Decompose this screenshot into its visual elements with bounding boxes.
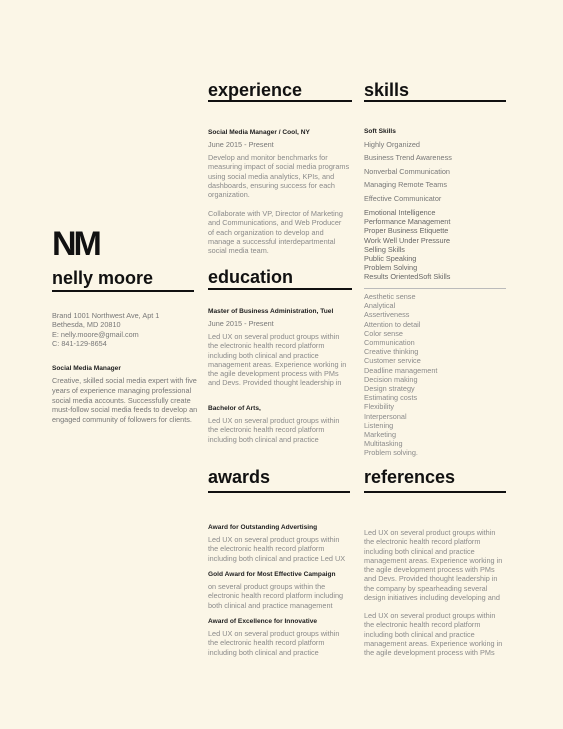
award-3-description <box>208 629 358 657</box>
skill-item: Business Trend Awareness <box>364 153 452 162</box>
skill-item: Color sense <box>364 328 403 338</box>
text-line: the electronic health record platform <box>208 544 325 554</box>
text-line: the electronic health record platform <box>208 341 325 351</box>
text-line: including both clinical and practice <box>208 647 319 657</box>
monogram-logo: NM <box>52 225 99 263</box>
skill-item: Effective Communicator <box>364 194 442 203</box>
skills-group-1 <box>364 208 450 282</box>
education-heading: education <box>208 267 294 287</box>
skills-group-divider <box>364 288 506 289</box>
text-line: manage a successful interdepartmental <box>208 236 336 246</box>
skill-item: Assertiveness <box>364 310 410 320</box>
skill-item: Selling Skills <box>364 244 405 254</box>
text-line: organization. <box>208 190 250 200</box>
skill-item: Interpersonal <box>364 411 407 421</box>
text-line: dashboards, ensuring success for each <box>208 180 335 190</box>
award-2-title: Gold Award for Most Effective Campaign <box>208 571 336 578</box>
skill-item: Decision making <box>364 374 418 384</box>
skill-item: Work Well Under Pressure <box>364 235 451 245</box>
skills-heading: skills <box>364 80 410 100</box>
text-line: including both clinical and practice Led UX <box>208 553 346 563</box>
name-divider <box>52 290 194 292</box>
experience-divider <box>208 100 352 102</box>
address-line-1: Brand 1001 Northwest Ave, Apt 1 <box>52 311 160 320</box>
text-line: the agile development process with PMs <box>364 648 495 658</box>
skill-item: Public Speaking <box>364 254 417 264</box>
text-line: Develop and monitor benchmarks for <box>208 153 328 162</box>
text-line: and Devs. Provided thought leadership in <box>364 574 498 584</box>
summary-line: social media accounts. Successfully create <box>52 395 191 405</box>
skill-item: Estimating costs <box>364 393 418 403</box>
text-line: measuring impact of social media programs <box>208 162 350 172</box>
text-line: using social media analytics, KPIs, and <box>208 171 335 181</box>
skill-item: Deadline management <box>364 365 438 375</box>
text-line: the electronic health record platform <box>208 638 325 648</box>
text-line: including both clinical and practice <box>208 350 319 360</box>
skill-item: Analytical <box>364 301 396 311</box>
degree-1-description <box>208 332 353 388</box>
award-3-title: Award of Excellence for Innovative <box>208 618 318 625</box>
contact-block <box>52 311 159 348</box>
soft-skills-title: Soft Skills <box>364 128 396 135</box>
references-divider <box>364 491 506 493</box>
text-line: the electronic health record platform <box>208 425 325 435</box>
text-line: Led UX on several product groups within <box>208 416 340 425</box>
email-text: E: nelly.moore@gmail.com <box>52 329 139 339</box>
skill-item: Aesthetic sense <box>364 292 416 301</box>
awards-heading: awards <box>208 467 271 487</box>
awards-divider <box>208 491 350 493</box>
skill-item: Customer service <box>364 356 421 366</box>
degree-2-description <box>208 416 353 444</box>
text-line: the electronic health record platform <box>364 537 481 547</box>
text-line: Led UX on several product groups within <box>208 629 340 638</box>
summary-title: Social Media Manager <box>52 365 121 372</box>
skill-item: Results OrientedSoft Skills <box>364 272 451 282</box>
skills-divider <box>364 100 506 102</box>
text-line: both clinical and practice management <box>208 600 333 610</box>
phone-text: C: 841-129-8654 <box>52 338 107 348</box>
skill-item: Design strategy <box>364 384 415 394</box>
text-line: management areas. Experience working in <box>364 555 503 565</box>
text-line: the agile development process with PMs <box>208 369 339 379</box>
summary-text <box>52 376 200 425</box>
summary-line: years of experience managing professional <box>52 385 192 395</box>
text-line: electronic health record platform including <box>208 591 344 601</box>
references-heading: references <box>364 467 456 487</box>
text-line: of each organization to develop and <box>208 227 324 237</box>
skill-item: Creative thinking <box>364 347 419 357</box>
text-line: including both clinical and practice <box>208 434 319 444</box>
job-date: June 2015 - Present <box>208 140 274 149</box>
degree-1-title: Master of Business Administration, Tuel <box>208 308 334 315</box>
skill-item: Performance Management <box>364 217 451 227</box>
text-line: social media team. <box>208 246 269 256</box>
text-line: Collaborate with VP, Director of Marketing <box>208 209 343 218</box>
skill-item: Listening <box>364 420 394 430</box>
person-name: nelly moore <box>52 268 154 288</box>
job-title: Social Media Manager / Cool, NY <box>208 129 310 136</box>
skill-item: Multitasking <box>364 439 403 449</box>
summary-line: must-follow social media feeds to develop an <box>52 405 198 415</box>
education-divider <box>208 288 352 290</box>
award-2-description <box>208 582 358 610</box>
address-line-2: Bethesda, MD 20810 <box>52 320 121 330</box>
text-line: management areas. Experience working in <box>364 638 503 648</box>
skill-item: Attention to detail <box>364 319 421 329</box>
text-line: Led UX on several product groups within <box>364 611 496 620</box>
text-line: including both clinical and practice <box>364 546 475 556</box>
skill-item: Problem solving. <box>364 448 418 458</box>
skill-item: Flexibility <box>364 402 395 412</box>
skill-item: Managing Remote Teams <box>364 180 448 189</box>
degree-2-title: Bachelor of Arts, <box>208 405 261 412</box>
text-line: the agile development process with PMs <box>364 565 495 575</box>
skill-item: Nonverbal Communication <box>364 167 450 176</box>
skill-item: Problem Solving <box>364 263 418 273</box>
summary-line: Creative, skilled social media expert with five <box>52 376 197 385</box>
skill-item: Marketing <box>364 430 397 440</box>
text-line: including both clinical and practice <box>364 629 475 639</box>
summary-line: engaged community of followers for clients. <box>52 415 192 425</box>
text-line: the company by spearheading several <box>364 583 488 593</box>
text-line: design initiatives including developing and <box>364 593 500 603</box>
text-line: Led UX on several product groups within <box>364 528 496 537</box>
reference-1-text <box>364 528 514 602</box>
award-1-description <box>208 535 358 563</box>
job-description-2 <box>208 209 353 255</box>
text-line: Led UX on several product groups within <box>208 332 340 341</box>
award-1-title: Award for Outstanding Advertising <box>208 524 318 531</box>
skill-item: Proper Business Etiquette <box>364 226 449 236</box>
experience-heading: experience <box>208 80 303 100</box>
text-line: on several product groups within the <box>208 582 326 591</box>
text-line: and Devs. Provided thought leadership in <box>208 378 342 388</box>
job-description-1 <box>208 153 353 199</box>
skill-item: Highly Organized <box>364 140 420 149</box>
reference-2-text <box>364 611 514 657</box>
text-line: the electronic health record platform <box>364 620 481 630</box>
degree-1-date: June 2015 - Present <box>208 319 274 328</box>
text-line: Led UX on several product groups within <box>208 535 340 544</box>
text-line: and Communications, and Web Producer <box>208 218 342 228</box>
text-line: management areas. Experience working in <box>208 359 347 369</box>
skill-item: Communication <box>364 338 415 348</box>
skill-item: Emotional Intelligence <box>364 208 436 217</box>
skills-group-2 <box>364 292 437 458</box>
